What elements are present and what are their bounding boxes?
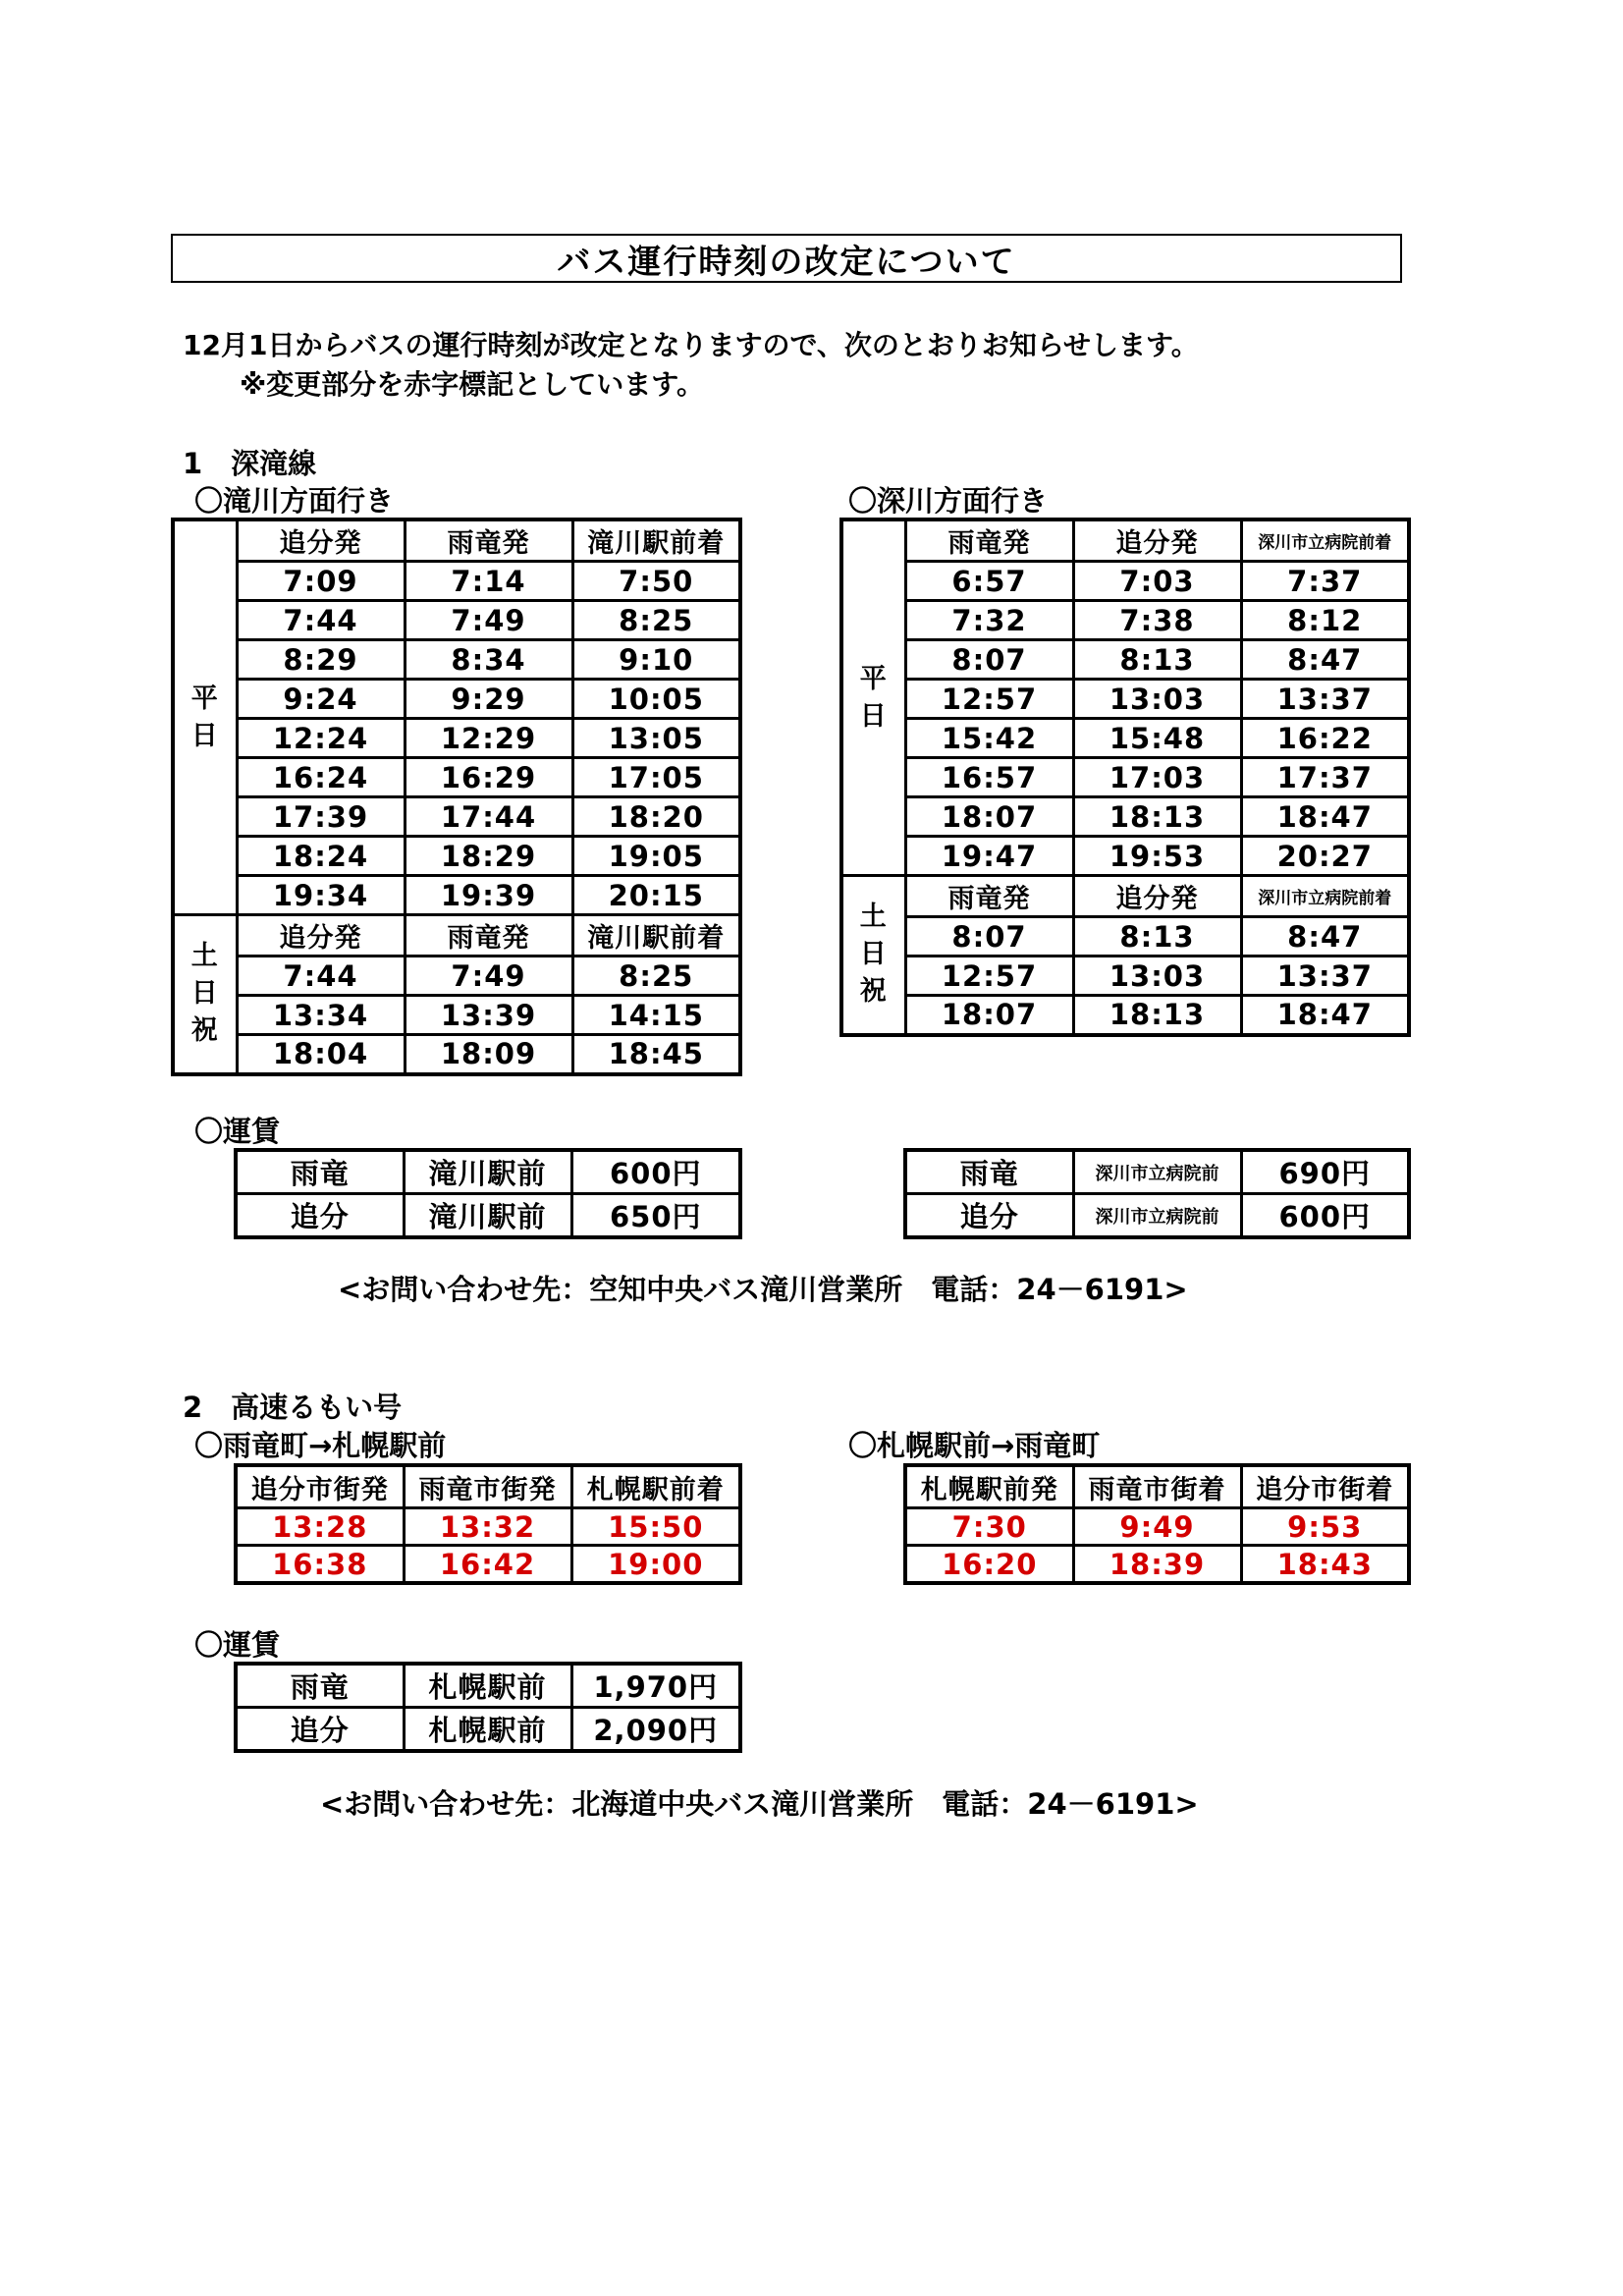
table-row (841, 562, 1409, 601)
table-cell: 9:49 (1073, 1508, 1241, 1546)
column-header: 雨竜市街発 (404, 1465, 571, 1508)
table-cell: 12:24 (237, 719, 405, 758)
section-1-heading: 1 深滝線 (183, 447, 317, 480)
table-cell: 19:34 (237, 876, 405, 915)
table-cell: 9:29 (405, 680, 572, 719)
section-2-fare-heading: 〇運賃 (194, 1628, 281, 1662)
table-cell: 7:44 (237, 601, 405, 640)
table-row (841, 957, 1409, 996)
table-cell: 8:47 (1241, 640, 1409, 680)
table-row (236, 1708, 740, 1752)
section-2-right-subtitle: 〇札幌駅前→雨竜町 (848, 1429, 1101, 1462)
section-2-heading: 2 高速るもい号 (183, 1391, 403, 1424)
table-cell: 16:29 (405, 758, 572, 797)
table-row (173, 876, 740, 915)
table-cell: 8:13 (1073, 917, 1241, 957)
table-cell: 12:29 (405, 719, 572, 758)
section-1-right-subtitle: 〇深川方面行き (848, 484, 1049, 518)
table-cell: 15:50 (571, 1508, 740, 1546)
table-cell: 7:50 (572, 562, 740, 601)
table-row (173, 601, 740, 640)
table-row (841, 758, 1409, 797)
table-row (841, 797, 1409, 837)
table-cell: 滝川駅前 (404, 1194, 571, 1238)
table-row (236, 1664, 740, 1708)
table-cell: 16:38 (236, 1546, 404, 1583)
timetable-takikawa-bound (171, 518, 742, 1076)
table-cell: 17:44 (405, 797, 572, 837)
table-row (841, 917, 1409, 957)
table-cell: 18:47 (1241, 797, 1409, 837)
column-header: 深川市立病院前着 (1241, 519, 1409, 562)
table-cell: 690円 (1241, 1150, 1409, 1194)
table-cell: 9:24 (237, 680, 405, 719)
table-row (173, 680, 740, 719)
column-header: 滝川駅前着 (572, 915, 740, 957)
table-cell: 13:03 (1073, 957, 1241, 996)
table-cell: 7:14 (405, 562, 572, 601)
table-cell: 600円 (571, 1150, 740, 1194)
table-cell: 13:39 (405, 996, 572, 1035)
table-cell: 18:20 (572, 797, 740, 837)
table-cell: 18:04 (237, 1035, 405, 1074)
table-cell: 札幌駅前 (404, 1708, 571, 1752)
table-row (173, 562, 740, 601)
table-cell: 18:07 (905, 797, 1073, 837)
table-cell: 13:37 (1241, 957, 1409, 996)
column-header: 雨竜発 (405, 915, 572, 957)
table-cell: 18:13 (1073, 797, 1241, 837)
table-cell: 20:15 (572, 876, 740, 915)
table-cell: 7:49 (405, 957, 572, 996)
intro-line-1: 12月1日からバスの運行時刻が改定となりますので、次のとおりお知らせします。 (183, 329, 1199, 361)
column-header: 滝川駅前着 (572, 519, 740, 562)
table-row (173, 957, 740, 996)
table-cell: 8:07 (905, 640, 1073, 680)
table-cell: 追分 (236, 1194, 404, 1238)
table-cell: 雨竜 (236, 1664, 404, 1708)
table-cell: 追分 (236, 1708, 404, 1752)
table-cell: 8:25 (572, 957, 740, 996)
column-header: 雨竜市街着 (1073, 1465, 1241, 1508)
section-2-left-subtitle: 〇雨竜町→札幌駅前 (194, 1429, 447, 1462)
fare-table-sapporo (234, 1662, 742, 1753)
table-cell: 16:20 (905, 1546, 1073, 1583)
table-cell: 6:57 (905, 562, 1073, 601)
column-header: 追分市街着 (1241, 1465, 1409, 1508)
table-cell: 16:24 (237, 758, 405, 797)
table-cell: 8:29 (237, 640, 405, 680)
column-header: 追分発 (1073, 519, 1241, 562)
table-cell: 追分 (905, 1194, 1073, 1238)
table-cell: 7:09 (237, 562, 405, 601)
column-header: 追分発 (237, 519, 405, 562)
table-row (173, 758, 740, 797)
table-cell: 19:53 (1073, 837, 1241, 876)
weekday-label: 平 日 (841, 519, 905, 876)
page-title: バス運行時刻の改定について (171, 234, 1402, 283)
table-row (905, 1508, 1409, 1546)
table-cell: 20:27 (1241, 837, 1409, 876)
table-cell: 7:37 (1241, 562, 1409, 601)
table-cell: 13:03 (1073, 680, 1241, 719)
table-cell: 札幌駅前 (404, 1664, 571, 1708)
table-row (173, 996, 740, 1035)
table-cell: 16:22 (1241, 719, 1409, 758)
table-cell: 雨竜 (905, 1150, 1073, 1194)
table-cell: 7:32 (905, 601, 1073, 640)
table-cell: 600円 (1241, 1194, 1409, 1238)
table-row (841, 837, 1409, 876)
weekend-label: 土 日 祝 (841, 876, 905, 1035)
timetable-to-sapporo (234, 1463, 742, 1585)
table-row (173, 1035, 740, 1074)
table-cell: 18:07 (905, 996, 1073, 1035)
table-cell: 深川市立病院前 (1073, 1194, 1241, 1238)
column-header: 雨竜発 (905, 519, 1073, 562)
table-cell: 2,090円 (571, 1708, 740, 1752)
table-cell: 15:42 (905, 719, 1073, 758)
section-1-contact: <お問い合わせ先：空知中央バス滝川営業所 電話：24－6191> (338, 1273, 1188, 1306)
table-cell: 18:24 (237, 837, 405, 876)
table-cell: 7:03 (1073, 562, 1241, 601)
weekend-label: 土 日 祝 (173, 915, 237, 1074)
table-cell: 17:05 (572, 758, 740, 797)
table-row (905, 1150, 1409, 1194)
table-cell: 8:25 (572, 601, 740, 640)
table-cell: 19:00 (571, 1546, 740, 1583)
timetable-fukagawa-bound (839, 518, 1411, 1037)
weekday-label: 平 日 (173, 519, 237, 915)
fare-table-fukagawa (903, 1148, 1411, 1239)
table-cell: 650円 (571, 1194, 740, 1238)
table-cell: 8:07 (905, 917, 1073, 957)
table-cell: 14:15 (572, 996, 740, 1035)
table-row (841, 719, 1409, 758)
column-header: 雨竜発 (905, 876, 1073, 917)
table-cell: 16:57 (905, 758, 1073, 797)
section-1-fare-heading: 〇運賃 (194, 1115, 281, 1148)
column-header: 雨竜発 (405, 519, 572, 562)
table-cell: 18:39 (1073, 1546, 1241, 1583)
table-cell: 18:09 (405, 1035, 572, 1074)
table-cell: 13:32 (404, 1508, 571, 1546)
table-cell: 滝川駅前 (404, 1150, 571, 1194)
fare-table-takikawa (234, 1148, 742, 1239)
table-cell: 18:45 (572, 1035, 740, 1074)
intro-line-2: ※変更部分を赤字標記としています。 (240, 368, 704, 401)
table-cell: 8:34 (405, 640, 572, 680)
table-row (236, 1194, 740, 1238)
table-row (173, 797, 740, 837)
table-cell: 18:29 (405, 837, 572, 876)
table-cell: 13:34 (237, 996, 405, 1035)
table-cell: 19:39 (405, 876, 572, 915)
table-cell: 7:38 (1073, 601, 1241, 640)
table-cell: 19:47 (905, 837, 1073, 876)
table-cell: 18:47 (1241, 996, 1409, 1035)
column-header: 追分発 (237, 915, 405, 957)
section-2-contact: <お問い合わせ先：北海道中央バス滝川営業所 電話：24－6191> (320, 1787, 1199, 1821)
table-row (173, 837, 740, 876)
table-cell: 18:13 (1073, 996, 1241, 1035)
table-cell: 16:42 (404, 1546, 571, 1583)
table-cell: 7:30 (905, 1508, 1073, 1546)
table-row (236, 1150, 740, 1194)
table-row (905, 1546, 1409, 1583)
table-cell: 15:48 (1073, 719, 1241, 758)
table-row (841, 996, 1409, 1035)
column-header: 追分発 (1073, 876, 1241, 917)
table-cell: 12:57 (905, 957, 1073, 996)
table-row (841, 601, 1409, 640)
table-cell: 13:05 (572, 719, 740, 758)
table-cell: 7:49 (405, 601, 572, 640)
column-header: 札幌駅前発 (905, 1465, 1073, 1508)
column-header: 追分市街発 (236, 1465, 404, 1508)
table-cell: 19:05 (572, 837, 740, 876)
table-cell: 7:44 (237, 957, 405, 996)
table-cell: 1,970円 (571, 1664, 740, 1708)
table-cell: 8:12 (1241, 601, 1409, 640)
table-row (841, 640, 1409, 680)
column-header: 深川市立病院前着 (1241, 876, 1409, 917)
table-cell: 9:53 (1241, 1508, 1409, 1546)
table-cell: 9:10 (572, 640, 740, 680)
table-cell: 10:05 (572, 680, 740, 719)
table-cell: 13:28 (236, 1508, 404, 1546)
table-cell: 雨竜 (236, 1150, 404, 1194)
table-cell: 13:37 (1241, 680, 1409, 719)
table-cell: 8:47 (1241, 917, 1409, 957)
table-cell: 18:43 (1241, 1546, 1409, 1583)
table-row (236, 1508, 740, 1546)
table-row (173, 719, 740, 758)
table-cell: 深川市立病院前 (1073, 1150, 1241, 1194)
table-row (905, 1194, 1409, 1238)
section-1-left-subtitle: 〇滝川方面行き (194, 484, 395, 518)
table-cell: 12:57 (905, 680, 1073, 719)
table-row (173, 640, 740, 680)
table-cell: 8:13 (1073, 640, 1241, 680)
table-cell: 17:37 (1241, 758, 1409, 797)
table-cell: 17:39 (237, 797, 405, 837)
table-row (236, 1546, 740, 1583)
timetable-from-sapporo (903, 1463, 1411, 1585)
column-header: 札幌駅前着 (571, 1465, 740, 1508)
table-row (841, 680, 1409, 719)
table-cell: 17:03 (1073, 758, 1241, 797)
